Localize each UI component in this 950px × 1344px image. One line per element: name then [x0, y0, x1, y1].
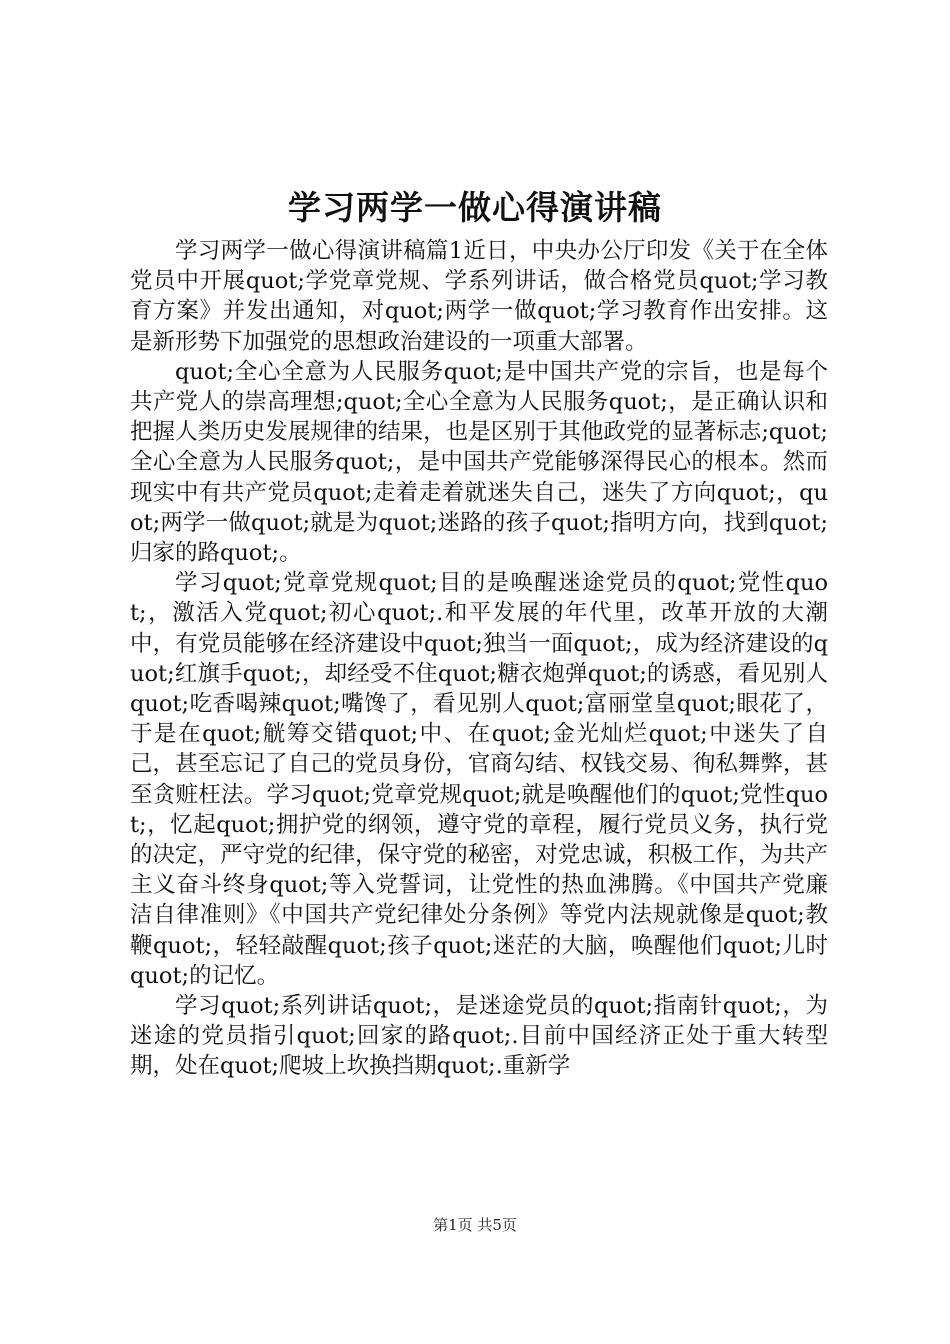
paragraph-2: quot;全心全意为人民服务quot;是中国共产党的宗旨，也是每个共产党人的崇高理想;quot;全心全意为人民服务quot;，是正确认识和把握人类历史发展规律的结果，也是区别于其他政党的显著标志;quot;全心全意为人民服务quot;，是中国共产党能够深得民心的根本。然而现实中有共产党员quot;走着走着就迷失自己，迷失了方向quot;，quot;两学一做quot;就是为quot;迷路的孩子quot;指明方向，找到quot;归家的路quot;。 — [130, 358, 828, 567]
page-total: 共5页 — [477, 1216, 517, 1234]
paragraph-3: 学习quot;党章党规quot;目的是唤醒迷途党员的quot;党性quot;，激活入党quot;初心quot;.和平发展的年代里，改革开放的大潮中，有党员能够在经济建设中quot;独当一面quot;，成为经济建设的quot;红旗手quot;，却经受不住quot;糖衣炮弹quot;的诱惑，看见别人quot;吃香喝辣quot;嘴馋了，看见别人quot;富丽堂皇quot;眼花了，于是在quot;觥筹交错quot;中、在quot;金光灿烂quot;中迷失了自己，甚至忘记了自己的党员身份，官商勾结、权钱交易、徇私舞弊，甚至贪赃枉法。学习quot;党章党规quot;就是唤醒他们的quot;党性quot;，忆起quot;拥护党的纲领，遵守党的章程，履行党员义务，执行党的决定，严守党的纪律，保守党的秘密，对党忠诚，积极工作，为共产主义奋斗终身quot;等入党誓词，让党性的热血沸腾。《中国共产党廉洁自律准则》《中国共产党纪律处分条例》等党内法规就像是quot;教鞭quot;，轻轻敲醒quot;孩子quot;迷茫的大脑，唤醒他们quot;儿时quot;的记忆。 — [130, 570, 828, 989]
page-number: 第1页 — [433, 1216, 473, 1234]
document-title: 学习两学一做心得演讲稿 — [288, 188, 662, 227]
document-body — [130, 236, 828, 1082]
page-footer — [0, 1215, 950, 1235]
paragraph-1: 学习两学一做心得演讲稿篇1近日，中央办公厅印发《关于在全体党员中开展quot;学党章党规、学系列讲话，做合格党员quot;学习教育方案》并发出通知，对quot;两学一做quot;学习教育作出安排。这是新形势下加强党的思想政治建设的一项重大部署。 — [130, 238, 828, 355]
paragraph-4: 学习quot;系列讲话quot;，是迷途党员的quot;指南针quot;，为迷途的党员指引quot;回家的路quot;.目前中国经济正处于重大转型期，处在quot;爬坡上坎换挡期quot;.重新学 — [130, 993, 828, 1080]
